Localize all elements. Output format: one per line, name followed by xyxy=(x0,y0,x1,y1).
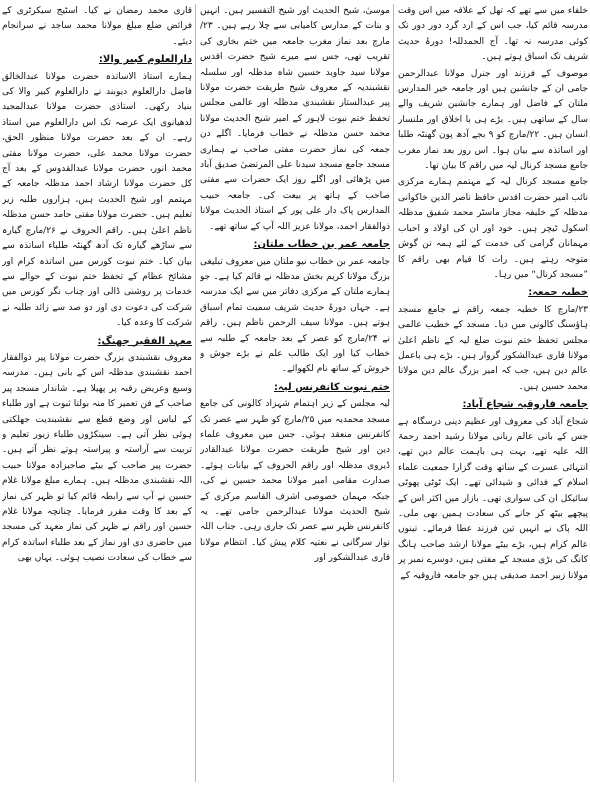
column-right xyxy=(398,4,588,782)
paragraph: ۲۳/مارچ کا خطبہ جمعہ راقم نے جامع مسجد ہاؤسنگ کالونی میں دیا۔ مسجد کے خطیب عالمی مجلس تحفظ ختم نبوت ضلع لیہ کے ناظم اعلیٰ مولانا قاری عبدالشکور گروار ہیں۔ بڑے ہی باعمل عالم دین ہیں، جب کہ امیر بزرگ عالم دین مولانا محمد حسین ہیں۔ xyxy=(398,304,588,392)
paragraph: قاری محمد رمضان نے کیا۔ اسٹیج سیکرٹری کے فرائض ضلع مبلغ مولانا محمد ساجد نے سرانجام دیئے۔ xyxy=(2,6,192,47)
section-heading: خطبہ جمعہ: xyxy=(528,287,588,299)
column-middle xyxy=(200,4,390,782)
section-heading: دارالعلوم کبیر والا: xyxy=(98,54,192,66)
paragraph: شجاع آباد کی معروف اور عظیم دینی درسگاہ ہے جس کے بانی عالم ربانی مولانا رشید احمد رحمۃ اللہ علیہ تھے، بہت ہی باہمت عالم دین تھے، انتہائی عسرت کے ساتھ وقت گزارا جمعیت علماء اسلام کے فدائی و شیدائی تھے۔ ایک ٹوٹی پھوٹی سائیکل ان کی سواری تھی۔ بازار میں اکثر اس کے پیچھے بیٹھ کر جانے کی سعادت ہمیں بھی ملی۔ اللہ پاک نے انہیں تین فرزند عطا فرمائے۔ تینوں عالم کرام ہیں، بڑے بیٹے مولانا ارشد صاحب ہانگ کانگ کی بڑی مسجد کے مفتی ہیں، دوسرے نمبر پر مولانا زبیر احمد صدیقی ہیں جو جامعہ فاروقیہ کے xyxy=(398,416,588,581)
section-heading: معہد الفقیر جھنگ: xyxy=(97,335,192,347)
paragraph: موصوف کے فرزند اور جنرل مولانا عبدالرحمن جامی ان کے جانشین ہیں اور جامعہ خیر المدارس ملتان کے فاضل اور ہمارے جانشین شریف والے سال کے ساتھی ہیں۔ بڑے ہی با اخلاق اور ملنسار انسان ہیں۔ ۲۲/مارچ کو ۹ بجے آدھ پون گھنٹہ طلبا اور اساتذہ سے بیان ہوا۔ اس روز بعد نماز مغرب جامع مسجد کرنال لیہ میں راقم کا بیان تھا۔ xyxy=(398,68,588,172)
section-heading: ختم نبوت کانفرنس لیہ: xyxy=(273,381,390,393)
column-divider xyxy=(393,4,394,782)
paragraph: ہمارے استاذ الاساتذہ حضرت مولانا عبدالخالق فاضل دارالعلوم دیوبند نے دارالعلوم کبیر والا کی بنیاد رکھی۔ استاذی حضرت مولانا عبدالمجید لدھیانوی ایک عرصہ تک اس دارالعلوم میں استاذ رہے۔ ان کے بعد حضرت مولانا منظور الحق، حضرت مولانا محمد علی، حضرت مولانا مفتی محمد انور، حضرت مولانا عبدالقدوس کے بعد آج کل حضرت مولانا ارشاد احمد مدظلہ جامعہ کے مہتمم اور شیخ الحدیث ہیں، ہزاروں طلبہ زیر تعلیم ہیں۔ حضرت مولانا مفتی حامد حسن مدظلہ ناظم اعلیٰ ہیں۔ راقم الحروف نے ۲۶/مارچ گیارہ سے ساڑھے گیارہ تک آدھ گھنٹہ طلباء اساتذہ سے بیان کیا۔ ختم نبوت کورس میں اساتذہ کرام اور مشائخ عظام کے تحفظ ختم نبوت کے حوالے سے خدمات پر روشنی ڈالی اور چناب نگر کورس میں شرکت کی دعوت دی اور دو صد سے زائد طلبہ نے شرکت کا وعدہ کیا۔ xyxy=(2,71,192,329)
paragraph: لیہ مجلس کے زیر اہتمام شہزاد کالونی کی جامع مسجد محمدیہ میں ۲۵/مارچ کو ظہر سے عصر تک کانفرنس منعقد ہوئی۔ جس میں معروف علماء دین اور شیخ طریقت حضرت مولانا عبدالقادر ڈیروی مدظلہ اور راقم الحروف کے بیانات ہوئے۔ صدارت مقامی امیر مولانا محمد حسین نے کی، جبکہ مہمان خصوصی اشرف القاسم مرکزی کے شیخ الحدیث مولانا عبدالرحمن جامی تھے۔ یہ کانفرنس ظہر سے عصر تک جاری رہی۔ جناب اللہ نواز سرگانی نے نعتیہ کلام پیش کیا۔ انتظام مولانا قاری عبدالشکور اور xyxy=(200,399,390,564)
paragraph: خلفاء میں سے تھے کہ تھل کے علاقہ میں اس وقت مدرسہ قائم کیا، جب اس کے ارد گرد دور دور تک کوئی مدرسہ نہ تھا۔ آج الحمدللہ! دورۂ حدیث شریف تک اسباق ہوتے ہیں۔ xyxy=(398,6,588,63)
section-heading: جامعہ عمر بن خطاب ملتان: xyxy=(253,239,390,251)
paragraph: جامع مسجد کرنال لیہ کے مہتمم ہمارے مرکزی نائب امیر حضرت اقدس حافظ ناصر الدین خاکوانی مدظلہ کے خلیفہ مجاز ماسٹر محمد شفیق مدظلہ اسکول ٹیچر ہیں۔ خود اور ان کی اولاد و احباب مہمانان گرامی کی خدمت کے لئے ہمہ تن گوش متوجہ رہتے ہیں۔ رات کا قیام بھی راقم کا ”مسجد کرنال“ میں رہا۔ xyxy=(398,177,588,280)
column-divider xyxy=(195,4,196,782)
paragraph: معروف نقشبندی بزرگ حضرت مولانا پیر ذوالفقار احمد نقشبندی مدظلہ اس کے بانی ہیں۔ مدرسہ وسیع وعریض رقبہ پر پھیلا ہے۔ شاندار مسجد پیر صاحب کے فن تعمیر کا منہ بولتا ثبوت ہے اور طلباء کے لباس اور وضع قطع سے نقشبندیت جھلکتی ہوئی نظر آتی ہے۔ سینکڑوں طلباء زیور تعلیم و تربیت سے آراستہ و پیراستہ ہوتے نظر آتے ہیں۔ حضرت پیر صاحب کے بیٹے صاحبزادہ مولانا حبیب اللہ نقشبندی مدظلہ ہیں۔ ہمارے مبلغ مولانا غلام حسین نے آپ سے رابطہ قائم کیا تو ظہر کی نماز کے بعد کا وقت مقرر فرمایا۔ چنانچہ مولانا غلام حسین اور راقم نے ظہر کی نماز معہد کی مسجد میں حاضری دی اور نماز کے بعد طلباء اساتذہ کرام سے خطاب کی سعادت نصیب ہوئی۔ یہاں بھی xyxy=(2,352,192,564)
section-heading: جامعہ فاروقیہ شجاع آباد: xyxy=(462,399,588,411)
paragraph: موسیٰ، شیخ الحدیث اور شیخ التفسیر ہیں۔ انہیں و بنات کے مدارس کامیابی سے چلا رہے ہیں۔ ۲۳/مارچ بعد نماز مغرب جامعہ میں ختم بخاری کی تقریب تھی، جس سے میرے شیخ حضرت اقدس مولانا سید جاوید حسین شاہ مدظلہ اور سلسلہ نقشبندیہ کے معروف شیخ طریقت حضرت مولانا پیر عبدالستار نقشبندی مدظلہ اور عالمی مجلس تحفظ ختم نبوت لاہور کے امیر شیخ الحدیث مولانا محمد حسن مدظلہ نے خطاب فرمایا۔ اگلے دن جمعہ کی نماز حضرت مفتی صاحب نے ہماری مسجد جامع مسجد سیدنا علی المرتضیٰ صدیق آباد میں پڑھائی اور اگلے روز ایک حضرات سے مفتی صاحب کے ہاتھ پر بیعت کی۔ جامعہ حبیب المدارس پاک دار علی پور کے استاذ الحدیث مولانا ذوالفقار احمد، مولانا عزیز اللہ آپ کے ساتھ تھے۔ xyxy=(200,6,390,232)
column-left xyxy=(2,4,192,782)
paragraph: جامعہ عمر بن خطاب نیو ملتان میں معروف تبلیغی بزرگ مولانا کریم بخش مدظلہ نے قائم کیا ہے۔ جو ہمارے ملتان کے مرکزی دفاتر میں سے ایک مدرسہ ہے۔ جہاں دورۂ حدیث شریف سمیت تمام اسباق ہوتے ہیں۔ مولانا سیف الرحمن ناظم ہیں۔ راقم نے ۲۴/مارچ کو عصر کے بعد جامعہ کے طلبہ سے خطاب کیا اور ایک طالب علم نے بڑے جوش و خروش کے ساتھ نام لکھوائے۔ xyxy=(200,256,390,375)
